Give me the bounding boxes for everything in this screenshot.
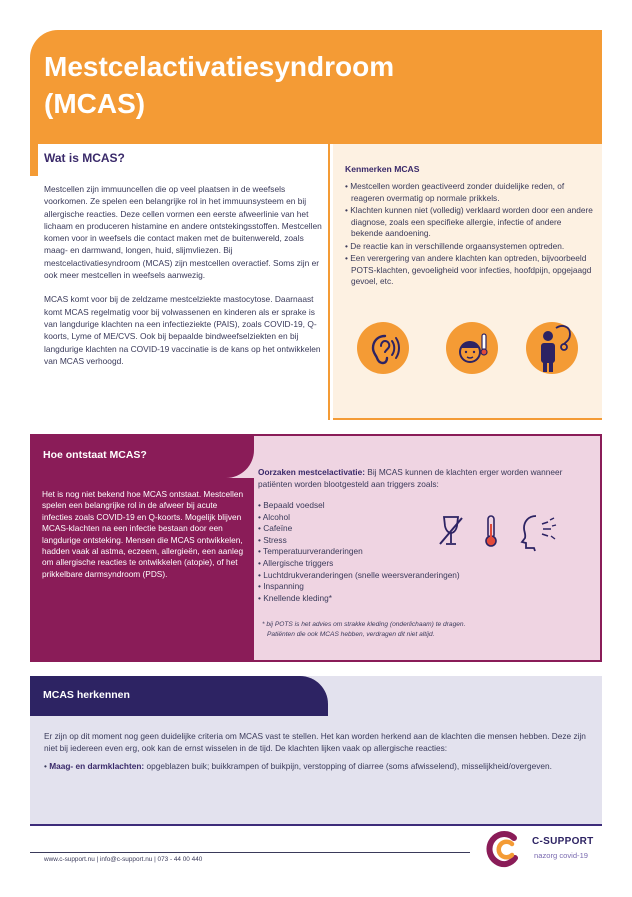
face-thermometer-icon <box>446 322 498 374</box>
recognize-mcas-paragraph: Er zijn op dit moment nog geen duidelijke criteria om MCAS vast te stellen. Het kan worden herkend aan de klachten die mensen hebben. Deze zijn niet bij iedereen even erg, ook kan de ernst wisselen in de tijd. De klachten lijken vaak op allergische reacties: <box>44 731 586 754</box>
trigger-item: • Knellende kleding* <box>258 592 332 603</box>
recognize-mcas-heading: MCAS herkennen <box>43 689 130 701</box>
what-is-mcas-paragraph-2: MCAS komt voor bij de zeldzame mestcelziekte mastocytose. Daarnaast komt MCAS regelmatig voor bij volwassenen en kinderen als er sprake is van langdurige klachten na een infectieziekte (PAIS), zoals COVID-19, Q-koorts, Lyme of ME/CVS. Ook bij bepaalde bindweefselziekten en bij langdurige klachten na COVID-19 vaccinatie is de kans op het ontwikkelen van MCAS verhoogd. <box>44 294 321 366</box>
c-support-logo-icon <box>484 830 524 870</box>
what-is-mcas-tab <box>30 144 330 176</box>
face-breath-icon <box>518 512 558 552</box>
bullet-label: Maag- en darmklachten: <box>49 761 145 772</box>
trigger-item: • Temperatuurveranderingen <box>258 546 363 557</box>
no-wine-icon <box>436 514 466 548</box>
recognize-mcas-text <box>44 730 592 779</box>
trigger-item: • Bepaald voedsel <box>258 500 325 510</box>
doctor-stethoscope-icon <box>526 322 578 374</box>
title-line-1: Mestcelactivatiesyndroom <box>44 51 395 82</box>
header-banner <box>30 30 602 144</box>
feature-item: • Klachten kunnen niet (volledig) verklaard worden door een andere diagnose, zoals een specifieke allergie, infectie of andere bekende aandoening. <box>345 205 593 238</box>
how-mcas-arises-tab <box>30 434 254 478</box>
what-is-mcas-paragraph-1: Mestcellen zijn immuuncellen die op veel plaatsen in de weefsels voorkomen. Ze spelen een belangrijke rol in het immuunsysteem en bij allergische reacties. Deze cellen vormen een eerste afweerlinie van het lichaam en produceren histamine en andere ontstekingsstoffen. Mestcellen komen voor in weefsels die contact maken met de buitenwereld, zoals maag- en darmwand, longen, huid, slijmvliezen. Bij mestcelactivatiesyndroom (MCAS) zijn mestcellen overactief. Soms zijn er ook meer mestcellen in weefsels aanwezig. <box>44 184 322 281</box>
trigger-item: • Inspanning <box>258 581 304 592</box>
pots-note-line-2: Patiënten die ook MCAS hebben, verdragen dit niet altijd. <box>267 630 435 638</box>
what-is-mcas-heading: Wat is MCAS? <box>44 151 125 165</box>
ear-sound-icon <box>357 322 409 374</box>
feature-item: • Een verergering van andere klachten kan optreden, bijvoorbeeld POTS-klachten, gevoeligheid voor infecties, hoofdpijn, opgejaagd gevoel, etc. <box>345 253 592 286</box>
logo-subtitle: nazorg covid-19 <box>534 851 589 860</box>
feature-item: • De reactie kan in verschillende orgaansystemen optreden. <box>345 240 565 251</box>
causes-intro-text: Bij MCAS kunnen de klachten erger worden wanneer patiënten worden blootgesteld aan triggers zoals: <box>258 467 563 489</box>
trigger-item: • Cafeïne <box>258 523 293 534</box>
pots-note <box>262 620 582 639</box>
feature-item: • Mestcellen worden geactiveerd zonder duidelijke reden, of reageren overmatig op normale prikkels. <box>345 181 565 203</box>
features-heading: Kenmerken MCAS <box>345 164 420 174</box>
causes-intro <box>258 466 588 490</box>
footer-contact: www.c-support.nu | info@c-support.nu | 073 - 44 00 440 <box>44 856 203 863</box>
features-list <box>345 181 595 289</box>
trigger-item: • Alcohol <box>258 511 290 522</box>
features-panel <box>333 144 602 420</box>
recognize-mcas-bullet: • Maag- en darmklachten: opgeblazen buik; buikkrampen of buikpijn, verstopping of diarree (soms afwisselend), misselijkheid/overgeven. <box>44 761 552 772</box>
how-mcas-arises-heading: Hoe ontstaat MCAS? <box>43 449 147 461</box>
thermometer-icon <box>484 514 498 548</box>
how-mcas-arises-text: Het is nog niet bekend hoe MCAS ontstaat. Mestcellen spelen een belangrijke rol in de afweer bij acute infecties zoals COVID-19 en Q-koorts. Mogelijk blijven MCAS-klachten na een infectie bestaan door een langdurige ontsteking. Mensen die MCAS ontwikkelen, hadden vaak al astma, eczeem, allergieën, een aanleg om allergische reacties te ontwikkelen (atopie), of het prikkelbare darmsyndroom (PDS). <box>42 489 244 579</box>
trigger-item: • Allergische triggers <box>258 557 334 568</box>
pots-note-line-1: * bij POTS is het advies om strakke kleding (onderlichaam) te dragen. <box>262 621 466 628</box>
footer-divider <box>30 852 470 853</box>
trigger-item: • Stress <box>258 534 287 545</box>
triggers-list <box>258 500 460 604</box>
title-line-2: (MCAS) <box>44 88 146 119</box>
recognize-mcas-tab <box>30 676 328 716</box>
page-title <box>44 48 394 122</box>
what-is-mcas-text <box>44 183 324 379</box>
causes-label: Oorzaken mestcelactivatie: <box>258 467 365 477</box>
trigger-item: • Luchtdrukveranderingen (snelle weersveranderingen) <box>258 569 460 580</box>
bullet-text: opgeblazen buik; buikkrampen of buikpijn, verstopping of diarree (soms afwisselend), misselijkheid/overgeven. <box>144 761 552 772</box>
accent-bar <box>30 144 38 176</box>
logo-name: C-SUPPORT <box>532 836 594 847</box>
